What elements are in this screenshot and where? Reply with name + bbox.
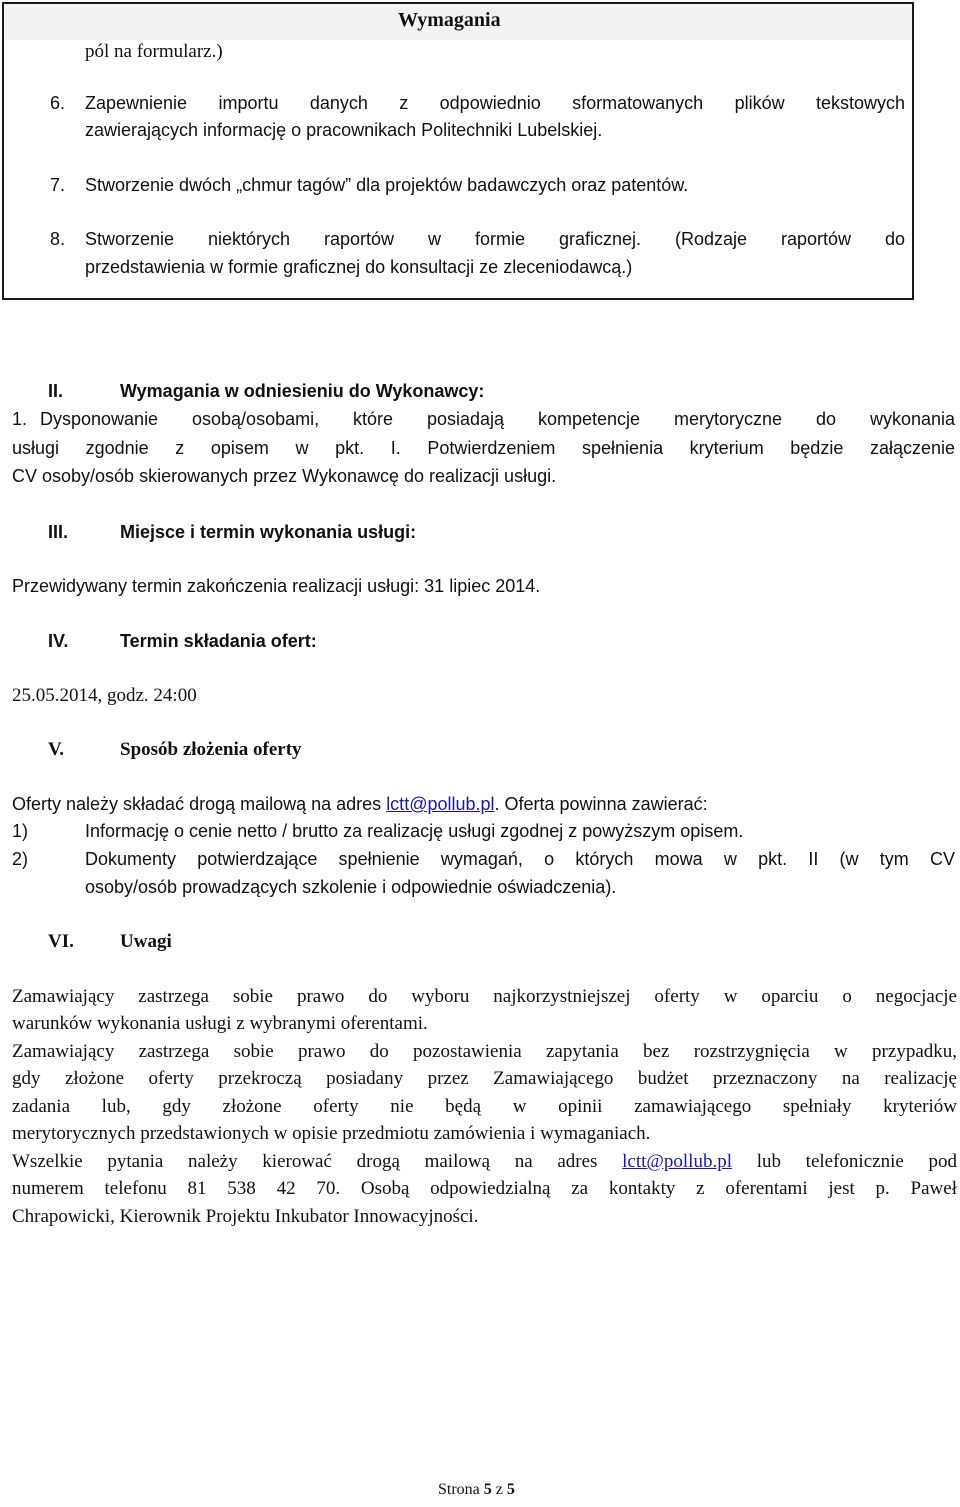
paragraph-line: gdy złożone oferty przekroczą posiadany przez Zamawiającego budżet przeznaczony na realizację — [12, 1068, 957, 1089]
list-item-text: przedstawienia w formie graficznej do konsultacji ze zleceniodawcą.) — [85, 257, 633, 277]
list-item-text: Stworzenie dwóch „chmur tagów” dla projektów badawczych oraz patentów. — [85, 175, 689, 195]
page-number-prefix: Strona — [438, 1481, 484, 1498]
offer-intro-text: Oferty należy składać drogą mailową na adres — [12, 794, 387, 814]
current-page: 5 — [483, 1481, 492, 1498]
paragraph-line: Zamawiający zastrzega sobie prawo do wyboru najkorzystniejszej oferty w oparciu o negocjacje — [12, 986, 957, 1007]
list-item-text: Stworzenie niektórych raportów w formie graficznej. (Rodzaje raportów do — [85, 229, 905, 249]
page-number — [438, 1478, 515, 1502]
paragraph-line: zadania lub, gdy złożone oferty nie będą w opinii zamawiającego spełniały kryteriów — [12, 1096, 957, 1117]
list-item-number: 6. — [50, 93, 66, 113]
section-number: V. — [48, 739, 65, 760]
paragraph-line: Zamawiający zastrzega sobie prawo do pozostawienia zapytania bez rozstrzygnięcia w przypadku, — [12, 1041, 957, 1062]
box-title: Wymagania — [398, 9, 501, 31]
paragraph-line: numerem telefonu 81 538 42 70. Osobą odpowiedzialną za kontakty z oferentami jest p. Paweł — [12, 1178, 957, 1199]
offer-intro — [12, 792, 708, 816]
paragraph-line: CV osoby/osób skierowanych przez Wykonawcę do realizacji usługi. — [12, 466, 557, 486]
section-number: II. — [48, 381, 64, 401]
section-number: IV. — [48, 631, 69, 651]
contact-text: lub telefonicznie pod — [732, 1151, 957, 1172]
paragraph-line: merytorycznych przedstawionych w opisie przedmiotu zamówienia i wymaganiach. — [12, 1123, 651, 1144]
list-item-text: Informację o cenie netto / brutto za realizację usługi zgodnej z powyższym opisem. — [85, 821, 744, 841]
deadline-text: 25.05.2014, godz. 24:00 — [12, 685, 197, 706]
section-heading: Miejsce i termin wykonania usługi: — [120, 522, 417, 542]
list-item-number: 8. — [50, 229, 66, 249]
section-heading: Sposób złożenia oferty — [120, 739, 302, 760]
list-item-number: 7. — [50, 175, 66, 195]
paragraph-line: Przewidywany termin zakończenia realizacji usługi: 31 lipiec 2014. — [12, 576, 541, 596]
list-item-number: 1) — [12, 821, 29, 841]
box-top-fragment: pól na formularz.) — [85, 41, 223, 62]
email-link[interactable]: lctt@pollub.pl — [622, 1151, 732, 1172]
paragraph-line: Dysponowanie osobą/osobami, które posiadają kompetencje merytoryczne do wykonania — [40, 409, 955, 429]
section-heading: Uwagi — [120, 931, 172, 952]
contact-text: Wszelkie pytania należy kierować drogą mailową na adres — [12, 1151, 623, 1172]
list-item-number: 1. — [12, 409, 28, 429]
section-heading: Wymagania w odniesieniu do Wykonawcy: — [120, 381, 485, 401]
contact-line — [12, 1150, 957, 1174]
section-number: III. — [48, 522, 69, 542]
paragraph-line: warunków wykonania usługi z wybranymi oferentami. — [12, 1013, 428, 1034]
email-link[interactable]: lctt@pollub.pl — [386, 794, 495, 814]
section-number: VI. — [48, 931, 74, 952]
list-item-text: zawierających informację o pracownikach Politechniki Lubelskiej. — [85, 120, 603, 140]
total-pages: 5 — [506, 1481, 515, 1498]
offer-intro-text: . Oferta powinna zawierać: — [494, 794, 708, 814]
list-item-text: Zapewnienie importu danych z odpowiednio sformatowanych plików tekstowych — [85, 93, 905, 113]
list-item-number: 2) — [12, 849, 29, 869]
paragraph-line: usługi zgodnie z opisem w pkt. I. Potwierdzeniem spełnienia kryterium będzie załączenie — [12, 438, 955, 458]
page-number-sep: z — [491, 1481, 507, 1498]
section-heading: Termin składania ofert: — [120, 631, 317, 651]
paragraph-line: Chrapowicki, Kierownik Projektu Inkubator Innowacyjności. — [12, 1206, 479, 1227]
list-item-text: osoby/osób prowadzących szkolenie i odpowiednie oświadczenia). — [85, 877, 617, 897]
list-item-text: Dokumenty potwierdzające spełnienie wymagań, o których mowa w pkt. II (w tym CV — [85, 849, 955, 869]
